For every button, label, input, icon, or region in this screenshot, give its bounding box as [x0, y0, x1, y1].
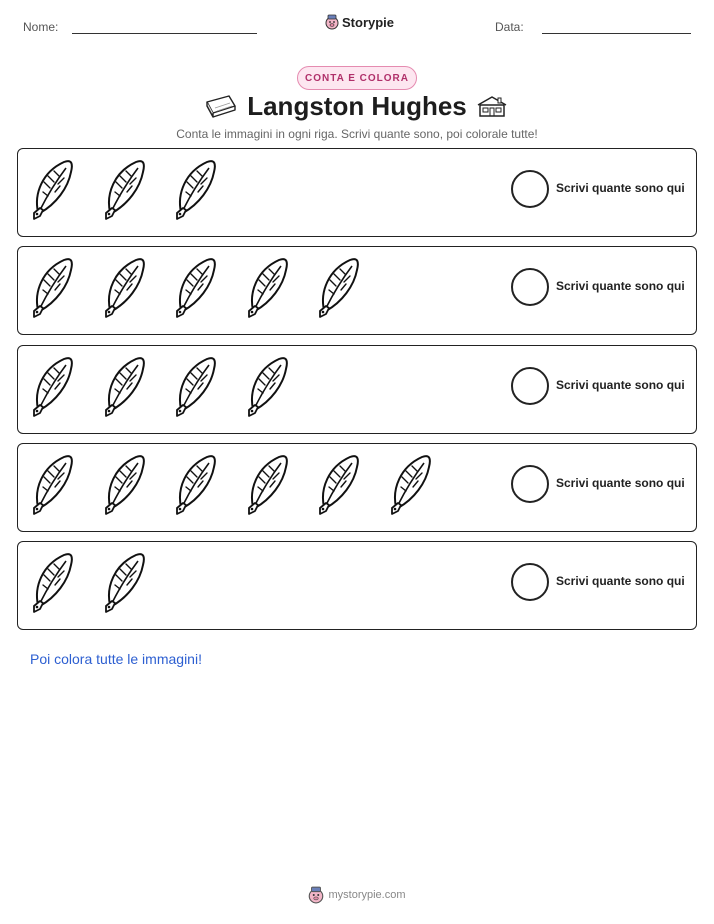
feather-quill-icon[interactable] — [102, 158, 148, 220]
house-icon — [476, 95, 508, 117]
answer-prompt: Scrivi quante sono qui — [556, 279, 685, 294]
name-line[interactable] — [72, 33, 257, 34]
feather-quill-icon[interactable] — [30, 551, 76, 613]
feather-quill-icon[interactable] — [30, 453, 76, 515]
answer-circle[interactable] — [511, 563, 549, 601]
feather-quill-icon[interactable] — [102, 256, 148, 318]
feather-quill-icon[interactable] — [316, 256, 362, 318]
feather-quill-icon[interactable] — [30, 256, 76, 318]
feather-quill-icon[interactable] — [102, 453, 148, 515]
answer-circle[interactable] — [511, 268, 549, 306]
answer-prompt: Scrivi quante sono qui — [556, 475, 685, 490]
pig-mascot-icon — [308, 886, 324, 904]
feather-quill-icon[interactable] — [102, 355, 148, 417]
count-row — [17, 148, 697, 237]
coloring-instruction: Poi colora tutte le immagini! — [30, 651, 202, 667]
feather-quill-icon[interactable] — [30, 158, 76, 220]
answer-circle[interactable] — [511, 465, 549, 503]
answer-circle[interactable] — [511, 367, 549, 405]
answer-prompt: Scrivi quante sono qui — [556, 574, 685, 589]
answer-prompt: Scrivi quante sono qui — [556, 377, 685, 392]
footer-url: mystorypie.com — [328, 889, 406, 901]
footer — [0, 886, 714, 904]
feather-quill-icon[interactable] — [173, 256, 219, 318]
feather-quill-icon[interactable] — [388, 453, 434, 515]
count-row — [17, 246, 697, 335]
feather-quill-icon[interactable] — [245, 256, 291, 318]
count-row — [17, 345, 697, 434]
brand-logo — [325, 14, 394, 30]
answer-circle[interactable] — [511, 170, 549, 208]
feather-quill-icon[interactable] — [173, 355, 219, 417]
feather-quill-icon[interactable] — [173, 453, 219, 515]
instructions-subtitle: Conta le immagini in ogni riga. Scrivi quante sono, poi colorale tutte! — [176, 127, 538, 141]
feather-quill-icon[interactable] — [102, 551, 148, 613]
feather-quill-icon[interactable] — [245, 355, 291, 417]
count-row — [17, 443, 697, 532]
date-line[interactable] — [542, 33, 691, 34]
activity-badge: CONTA E COLORA — [297, 66, 417, 90]
feather-quill-icon[interactable] — [30, 355, 76, 417]
answer-prompt: Scrivi quante sono qui — [556, 181, 685, 195]
count-row — [17, 541, 697, 630]
page-title: Langston Hughes — [247, 91, 467, 121]
date-label: Data: — [495, 20, 524, 34]
name-label: Nome: — [23, 20, 59, 34]
feather-quill-icon[interactable] — [245, 453, 291, 515]
pig-mascot-icon — [325, 14, 339, 30]
feather-quill-icon[interactable] — [173, 158, 219, 220]
brand-name: Storypie — [342, 14, 395, 30]
feather-quill-icon[interactable] — [316, 453, 362, 515]
